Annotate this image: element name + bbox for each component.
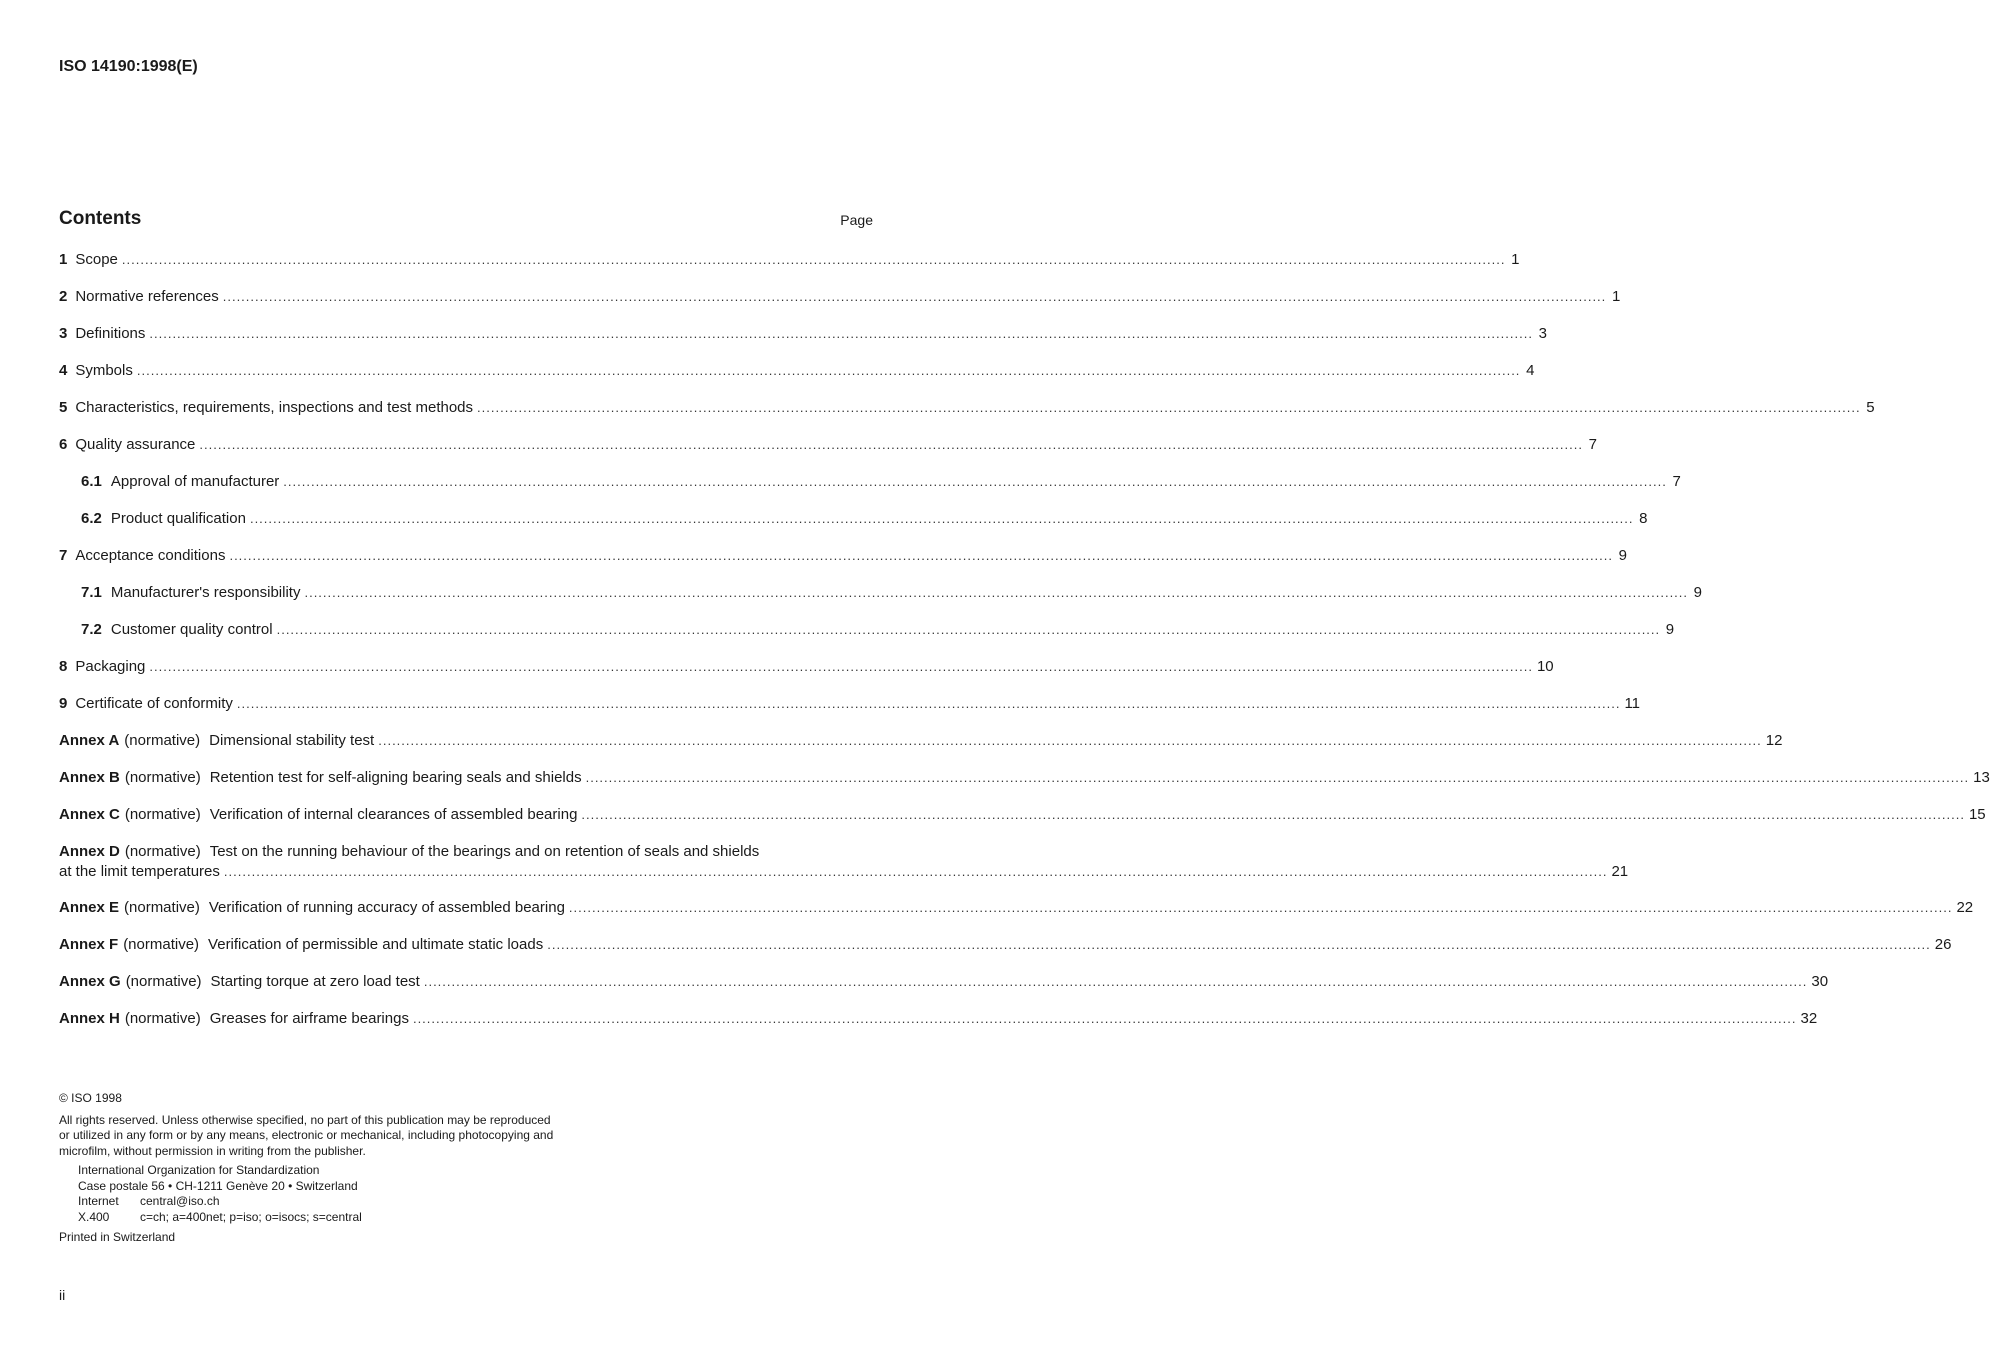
leader-dots: ............................................................................................................................................................................................................................................................................................................ bbox=[222, 289, 1607, 304]
toc-entry-1[interactable] bbox=[59, 250, 1520, 287]
toc-entry-page: 5 bbox=[1866, 399, 1875, 416]
annex-label: Annex A bbox=[59, 732, 120, 749]
annex-label: Annex D bbox=[59, 843, 120, 860]
toc-entry-3[interactable] bbox=[59, 324, 1547, 361]
internet-value: central@iso.ch bbox=[140, 1194, 220, 1208]
leader-dots: ............................................................................................................................................................................................................................................................................................................ bbox=[229, 548, 1613, 563]
toc-entry-title: Manufacturer's responsibility bbox=[110, 584, 301, 601]
leader-dots: ............................................................................................................................................................................................................................................................................................................ bbox=[236, 696, 1621, 711]
x400-row bbox=[78, 1210, 599, 1226]
toc-entry-7-1[interactable] bbox=[59, 583, 1703, 620]
toc-entry-title: Customer quality control bbox=[110, 621, 273, 638]
rights-statement bbox=[59, 1113, 599, 1160]
toc-annex-d[interactable] bbox=[59, 842, 1629, 898]
annex-label: Annex F bbox=[59, 936, 119, 953]
toc-entry-title: Characteristics, requirements, inspections and test methods bbox=[75, 399, 474, 416]
annex-title: Verification of internal clearances of assembled bearing bbox=[209, 806, 578, 823]
toc-entry-9[interactable] bbox=[59, 694, 1641, 731]
copyright-notice bbox=[59, 1091, 599, 1246]
toc-entry-6[interactable] bbox=[59, 435, 1597, 472]
toc-entry-title: Symbols bbox=[75, 362, 133, 379]
annex-kind: (normative) bbox=[123, 936, 200, 953]
annex-title: Verification of running accuracy of assembled bearing bbox=[208, 899, 565, 916]
annex-title: Test on the running behaviour of the bearings and on retention of seals and shields bbox=[209, 843, 760, 860]
annex-label: Annex G bbox=[59, 973, 121, 990]
page-column-label: Page bbox=[840, 212, 873, 228]
toc-entry-number: 2 bbox=[59, 288, 68, 305]
annex-label: Annex B bbox=[59, 769, 120, 786]
annex-page: 21 bbox=[1611, 863, 1629, 880]
toc-entry-page: 9 bbox=[1618, 547, 1627, 564]
toc-entry-page: 9 bbox=[1665, 621, 1675, 638]
toc-entry-title: Product qualification bbox=[110, 510, 246, 527]
annex-kind: (normative) bbox=[124, 899, 200, 916]
annex-title: Retention test for self-aligning bearing seals and shields bbox=[209, 769, 582, 786]
annex-label: Annex E bbox=[59, 899, 120, 916]
copyright-line: © ISO 1998 bbox=[59, 1091, 122, 1105]
annex-title: Dimensional stability test bbox=[209, 732, 375, 749]
toc-entry-page: 7 bbox=[1672, 473, 1681, 490]
publisher-address bbox=[59, 1163, 599, 1225]
toc-entry-number: 6 bbox=[59, 436, 68, 453]
toc-entry-number: 1 bbox=[59, 251, 68, 268]
toc-entry-number: 5 bbox=[59, 399, 68, 416]
toc-entry-page: 7 bbox=[1588, 436, 1597, 453]
toc-entry-page: 8 bbox=[1639, 510, 1648, 527]
toc-entry-number: 9 bbox=[59, 695, 68, 712]
toc-entry-number: 7 bbox=[59, 547, 68, 564]
leader-dots: ............................................................................................................................................................................................................................................................................................................ bbox=[149, 659, 1533, 674]
toc-entry-page: 4 bbox=[1526, 362, 1535, 379]
leader-dots: ............................................................................................................................................................................................................................................................................................................ bbox=[249, 511, 1634, 526]
annex-page: 22 bbox=[1956, 899, 1974, 916]
x400-value: c=ch; a=400net; p=iso; o=isocs; s=central bbox=[140, 1209, 362, 1224]
annex-title: Greases for airframe bearings bbox=[209, 1010, 409, 1027]
toc-annex-f[interactable] bbox=[59, 935, 1952, 972]
toc-entry-title: Acceptance conditions bbox=[75, 547, 226, 564]
document-id: ISO 14190:1998(E) bbox=[59, 58, 198, 75]
leader-dots: ............................................................................................................................................................................................................................................................................................................ bbox=[276, 622, 1661, 637]
annex-kind: (normative) bbox=[125, 973, 202, 990]
annex-page: 15 bbox=[1968, 806, 1986, 823]
toc-entry-7[interactable] bbox=[59, 546, 1627, 583]
leader-dots: ............................................................................................................................................................................................................................................................................................................ bbox=[283, 474, 1667, 489]
leader-dots: ............................................................................................................................................................................................................................................................................................................ bbox=[199, 437, 1583, 452]
annex-label: Annex C bbox=[59, 806, 120, 823]
rights-line-2: or utilized in any form or by any means, electronic or mechanical, including photocopying and bbox=[59, 1128, 554, 1142]
x400-label: X.400 bbox=[78, 1209, 110, 1224]
annex-page: 13 bbox=[1973, 769, 1990, 786]
toc-entry-6-1[interactable] bbox=[59, 472, 1681, 509]
toc-entry-page: 1 bbox=[1511, 251, 1520, 268]
leader-dots: ............................................................................................................................................................................................................................................................................................................ bbox=[581, 807, 1965, 822]
annex-kind: (normative) bbox=[124, 1010, 201, 1027]
annex-title: Verification of permissible and ultimate static loads bbox=[208, 936, 544, 953]
leader-dots: ............................................................................................................................................................................................................................................................................................................ bbox=[477, 400, 1861, 415]
toc-entry-title: Definitions bbox=[75, 325, 146, 342]
leader-dots: ............................................................................................................................................................................................................................................................................................................ bbox=[136, 363, 1521, 378]
annex-title: Starting torque at zero load test bbox=[210, 973, 420, 990]
toc-entry-page: 3 bbox=[1538, 325, 1547, 342]
toc-entry-2[interactable] bbox=[59, 287, 1621, 324]
leader-dots: ............................................................................................................................................................................................................................................................................................................ bbox=[304, 585, 1689, 600]
leader-dots: ............................................................................................................................................................................................................................................................................................................ bbox=[568, 900, 1953, 915]
leader-dots: ............................................................................................................................................................................................................................................................................................................ bbox=[223, 864, 1608, 879]
toc-entry-number: 7.2 bbox=[81, 621, 102, 638]
annex-kind: (normative) bbox=[124, 806, 201, 823]
printed-in: Printed in Switzerland bbox=[59, 1230, 176, 1244]
toc-entry-number: 8 bbox=[59, 658, 68, 675]
toc-entry-number: 6.1 bbox=[81, 473, 102, 490]
toc-entry-title: Normative references bbox=[75, 288, 219, 305]
toc-entry-page: 9 bbox=[1693, 584, 1703, 601]
toc-entry-title: Approval of manufacturer bbox=[110, 473, 280, 490]
toc-annex-e[interactable] bbox=[59, 898, 1974, 935]
org-name: International Organization for Standardization bbox=[78, 1163, 320, 1177]
annex-title-continued: at the limit temperatures bbox=[59, 863, 220, 880]
toc-entry-8[interactable] bbox=[59, 657, 1554, 694]
toc-entry-title: Certificate of conformity bbox=[75, 695, 233, 712]
toc-entry-number: 7.1 bbox=[81, 584, 102, 601]
toc-annex-b[interactable] bbox=[59, 768, 1990, 805]
toc-entry-number: 3 bbox=[59, 325, 68, 342]
annex-page: 12 bbox=[1765, 732, 1783, 749]
toc-annex-g[interactable] bbox=[59, 972, 1829, 1009]
leader-dots: ............................................................................................................................................................................................................................................................................................................ bbox=[585, 770, 1970, 785]
annex-label: Annex H bbox=[59, 1010, 120, 1027]
internet-label: Internet bbox=[78, 1194, 119, 1208]
leader-dots: ............................................................................................................................................................................................................................................................................................................ bbox=[378, 733, 1762, 748]
leader-dots: ............................................................................................................................................................................................................................................................................................................ bbox=[121, 252, 1506, 267]
toc-entry-page: 1 bbox=[1611, 288, 1621, 305]
annex-page: 26 bbox=[1934, 936, 1952, 953]
rights-line-1: All rights reserved. Unless otherwise specified, no part of this publication may be reproduced bbox=[59, 1112, 551, 1127]
annex-kind: (normative) bbox=[124, 732, 201, 749]
annex-kind: (normative) bbox=[124, 843, 201, 860]
toc-entry-title: Packaging bbox=[75, 658, 146, 675]
toc-entry-page: 10 bbox=[1536, 658, 1554, 675]
toc-entry-title: Quality assurance bbox=[75, 436, 196, 453]
toc-entry-4[interactable] bbox=[59, 361, 1535, 398]
annex-kind: (normative) bbox=[124, 769, 201, 786]
annex-page: 30 bbox=[1811, 973, 1829, 990]
toc-annex-a[interactable] bbox=[59, 731, 1783, 768]
page-number: ii bbox=[59, 1287, 66, 1303]
annex-page: 32 bbox=[1800, 1010, 1818, 1027]
leader-dots: ............................................................................................................................................................................................................................................................................................................ bbox=[423, 974, 1808, 989]
toc-entry-number: 6.2 bbox=[81, 510, 102, 527]
table-of-contents bbox=[59, 250, 1990, 1046]
leader-dots: ............................................................................................................................................................................................................................................................................................................ bbox=[412, 1011, 1797, 1026]
toc-entry-title: Scope bbox=[75, 251, 118, 268]
toc-entry-6-2[interactable] bbox=[59, 509, 1648, 546]
internet-row bbox=[78, 1194, 599, 1210]
contents-heading: Contents bbox=[59, 208, 142, 229]
postal-address: Case postale 56 • CH-1211 Genève 20 • Switzerland bbox=[78, 1178, 358, 1193]
toc-entry-7-2[interactable] bbox=[59, 620, 1675, 657]
leader-dots: ............................................................................................................................................................................................................................................................................................................ bbox=[149, 326, 1533, 341]
toc-entry-page: 11 bbox=[1624, 695, 1641, 712]
toc-annex-c[interactable] bbox=[59, 805, 1986, 842]
toc-annex-h[interactable] bbox=[59, 1009, 1818, 1046]
rights-line-3: microfilm, without permission in writing from the publisher. bbox=[59, 1143, 366, 1158]
toc-entry-5[interactable] bbox=[59, 398, 1875, 435]
toc-entry-number: 4 bbox=[59, 362, 68, 379]
leader-dots: ............................................................................................................................................................................................................................................................................................................ bbox=[547, 937, 1931, 952]
